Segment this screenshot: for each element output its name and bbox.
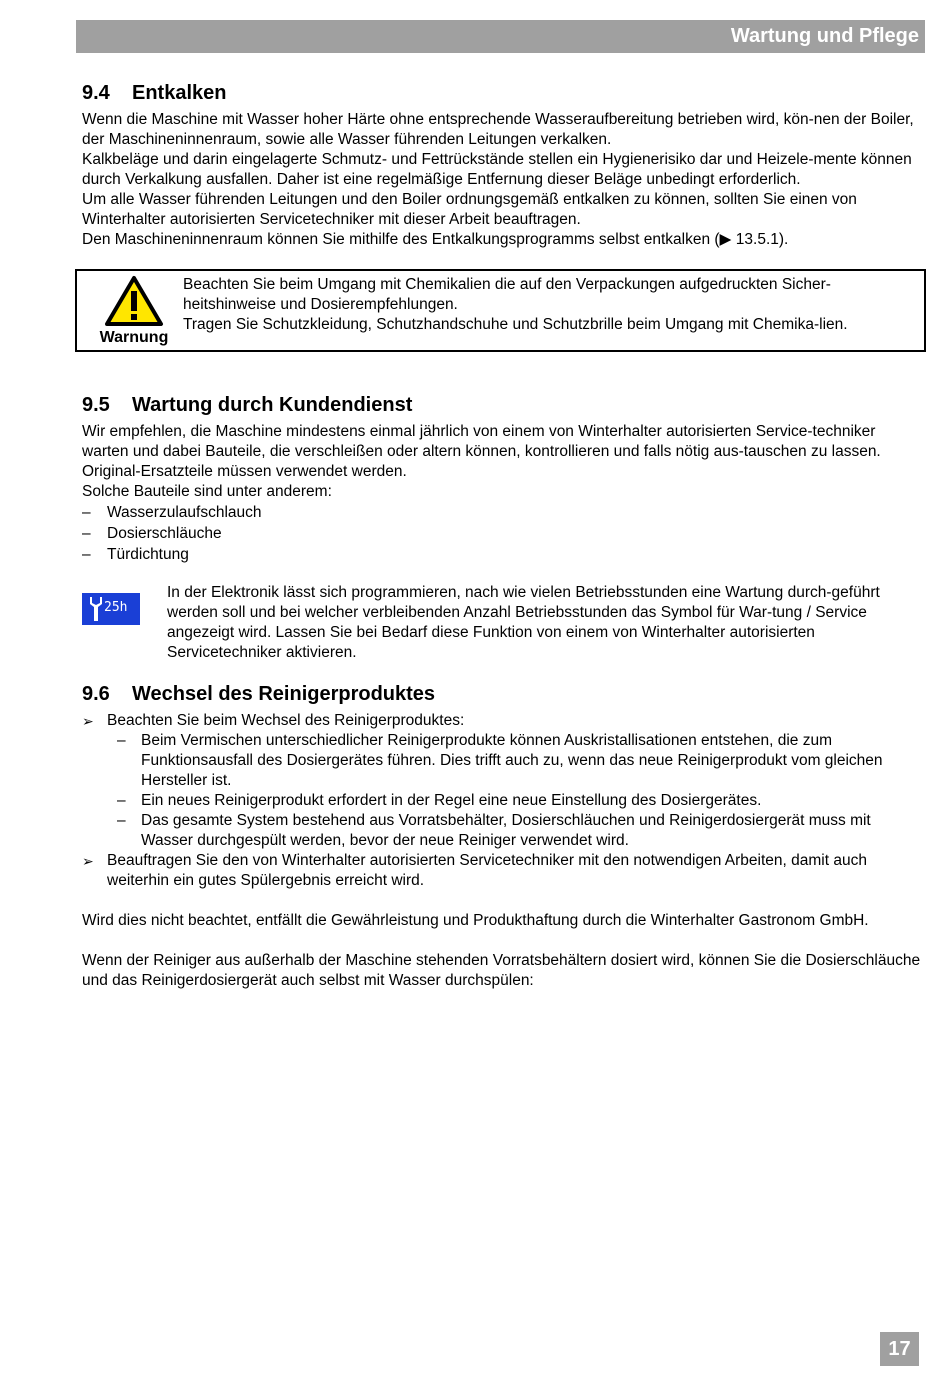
header-title: Wartung und Pflege — [730, 25, 919, 47]
warning-triangle-icon — [104, 275, 164, 327]
section-number: 9.4 — [82, 82, 110, 104]
warning-text — [183, 275, 916, 348]
section-number: 9.6 — [82, 683, 110, 705]
section-number: 9.5 — [82, 394, 110, 416]
service-hours: 25h — [104, 600, 128, 615]
section-heading-9-6 — [82, 681, 922, 707]
warning-box — [75, 269, 926, 352]
list-item: – Ein neues Reinigerprodukt erfordert in der Regel eine neue Einstellung des Dosiergerätes. — [117, 791, 922, 811]
paragraph: Kalkbeläge und darin eingelagerte Schmutz- und Fettrückstände stellen ein Hygienerisiko dar und Heizele-mente können durch Verkalkung ausfallen. Daher ist eine regelmäßige Entfernung dieser Beläge unbedingt erforderlich. — [82, 151, 912, 188]
page-number: 17 — [880, 1332, 919, 1366]
list-item: – Dosierschläuche — [82, 523, 922, 544]
section-title: Wechsel des Reinigerproduktes — [132, 683, 436, 705]
paragraph: Den Maschineninnenraum können Sie mithilfe des Entkalkungsprogramms selbst entkalken (▶ 13.5.1). — [82, 231, 789, 248]
sub-list — [117, 731, 922, 851]
paragraph: Um alle Wasser führenden Leitungen und den Boiler ordnungsgemäß entkalken zu können, sollten Sie einen von Winterhalter autorisierten Servicetechniker mit dieser Arbeit beauftragen. — [82, 191, 857, 228]
list-item: – Beim Vermischen unterschiedlicher Reinigerprodukte können Auskristallisationen entstehen, die zum Funktionsausfall des Dosiergerätes führen. Dies trifft auch zu, wenn das neue Reinigerprodukt vom gleichen Hersteller ist. — [117, 731, 922, 791]
paragraph: Solche Bauteile sind unter anderem: — [82, 483, 332, 500]
service-text: In der Elektronik lässt sich programmieren, nach wie vielen Betriebsstunden eine Wartung durch-geführt werden soll und bei welcher verbleibenden Anzahl Betriebsstunden das Symbol für War-tung / Service angezeigt wird. Lassen Sie bei Bedarf diese Funktion von einem von Winterhalter autorisierten Servicetechniker aktivieren. — [167, 584, 880, 661]
service-wrench-icon — [82, 593, 140, 625]
instruction-text: Beachten Sie beim Wechsel des Reinigerproduktes: — [107, 712, 465, 729]
warning-line: Tragen Sie Schutzkleidung, Schutzhandschuhe und Schutzbrille beim Umgang mit Chemika-lien. — [183, 316, 848, 333]
warning-symbol — [85, 275, 183, 348]
section-title: Wartung durch Kundendienst — [132, 394, 413, 416]
instruction-step — [82, 711, 922, 851]
section-heading-9-4 — [82, 80, 922, 106]
list-item: – Das gesamte System bestehend aus Vorratsbehälter, Dosierschläuchen und Reinigerdosiergerät muss mit Wasser durchgespült werden, bevor der neue Reiniger verwendet wird. — [117, 811, 922, 851]
header-bar — [76, 20, 925, 53]
paragraph: Wird dies nicht beachtet, entfällt die Gewährleistung und Produkthaftung durch die Winterhalter Gastronom GmbH. — [82, 912, 869, 929]
warning-line: Beachten Sie beim Umgang mit Chemikalien die auf den Verpackungen aufgedruckten Sicher-heitshinweise und Dosierempfehlungen. — [183, 276, 831, 313]
paragraph: Wenn die Maschine mit Wasser hoher Härte ohne entsprechende Wasseraufbereitung betrieben wird, kön-nen der Boiler, der Maschineninnenraum, sowie alle Wasser führenden Leitungen verkalken. — [82, 111, 914, 148]
list-item: – Türdichtung — [82, 544, 922, 565]
list-item: – Wasserzulaufschlauch — [82, 502, 922, 523]
warning-label: Warnung — [99, 329, 169, 346]
section-title: Entkalken — [132, 82, 227, 104]
parts-list — [82, 502, 922, 565]
paragraph: Wenn der Reiniger aus außerhalb der Maschine stehenden Vorratsbehältern dosiert wird, können Sie die Dosierschläuche und das Reinigerdosiergerät auch selbst mit Wasser durchspülen: — [82, 952, 921, 989]
section-heading-9-5 — [82, 392, 922, 418]
instruction-step: ➢ Beauftragen Sie den von Winterhalter autorisierten Servicetechniker mit den notwendigen Arbeiten, damit auch weiterhin ein gutes Spülergebnis erreicht wird. — [82, 851, 922, 891]
page-content — [82, 80, 922, 991]
instruction-list — [82, 711, 922, 891]
service-note — [82, 583, 922, 663]
paragraph: Wir empfehlen, die Maschine mindestens einmal jährlich von einem von Winterhalter autorisierten Service-techniker warten und dabei Bauteile, die verschleißen oder altern können, kontrollieren und falls nötig aus-tauschen zu lassen. Original-Ersatzteile müssen verwendet werden. — [82, 423, 881, 480]
